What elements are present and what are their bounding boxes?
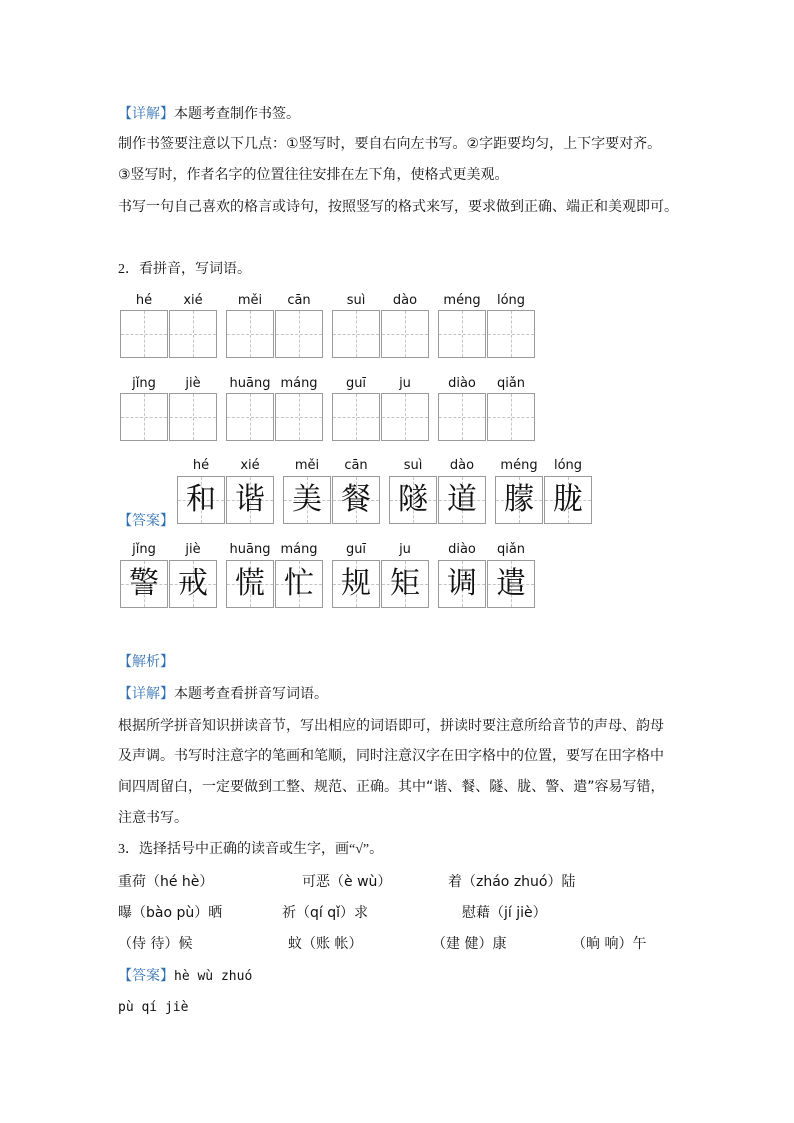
answer-character: 警: [129, 566, 159, 601]
pinyin-label: suì: [403, 458, 423, 473]
intro-line-3: ③竖写时，作者名字的位置往往安排在左下角，使格式更美观。: [118, 167, 509, 183]
q3-option: 慰藉（jí jiè）: [462, 905, 547, 921]
pinyin-label: huāng: [229, 542, 271, 557]
q3-option: （建 健）康: [432, 936, 507, 952]
intro-line-2: 制作书签要注意以下几点：①竖写时，要自右向左书写。②字距要均匀，上下字要对齐。: [118, 136, 662, 152]
answer-character: 矩: [390, 566, 420, 601]
q2-explanation-1: 根据所学拼音知识拼读音节，写出相应的词语即可，拼读时要注意所给音节的声母、韵母: [118, 718, 664, 734]
q2-title: 2．看拼音，写词语。: [118, 262, 251, 277]
blank-grid-cell[interactable]: [332, 310, 380, 358]
answer-grid-cell: [495, 476, 543, 524]
q2-explanation-4: 注意书写。: [118, 810, 188, 826]
answer-grid-cell: [332, 476, 380, 524]
pinyin-label: ju: [399, 542, 411, 557]
pinyin-label: cān: [287, 293, 311, 308]
pinyin-label: hé: [192, 458, 210, 473]
pinyin-label: guī: [345, 376, 367, 391]
pinyin-label: máng: [280, 376, 318, 391]
answer-grid-cell: [169, 560, 217, 608]
answer-grid-cell: [389, 476, 437, 524]
pinyin-label: qiǎn: [496, 542, 526, 557]
q2-detail-tag: 【详解】: [118, 686, 174, 702]
blank-grid-cell[interactable]: [487, 310, 535, 358]
blank-grid-cell[interactable]: [487, 393, 535, 441]
blank-grid-cell[interactable]: [169, 310, 217, 358]
answer-grid-cell: [332, 560, 380, 608]
blank-grid-cell[interactable]: [120, 393, 168, 441]
pinyin-label: ju: [399, 376, 411, 391]
pinyin-label: dào: [449, 458, 475, 473]
blank-grid-cell[interactable]: [438, 310, 486, 358]
q3-option: 重荷（hé hè）: [118, 874, 214, 890]
blank-grid-cell[interactable]: [226, 393, 274, 441]
q2-detail-text: 本题考查看拼音写词语。: [174, 686, 328, 702]
blank-grid-cell[interactable]: [381, 310, 429, 358]
answer-character: 戒: [178, 566, 208, 601]
blank-grid-cell[interactable]: [438, 393, 486, 441]
answer-character: 调: [447, 566, 477, 601]
q3-answer-1: hè wù zhuó: [174, 969, 253, 984]
pinyin-label: jiè: [185, 376, 201, 391]
pinyin-label: diào: [448, 376, 476, 391]
answer-character: 美: [292, 482, 322, 517]
answer-character: 餐: [341, 482, 371, 517]
blank-grid-cell[interactable]: [169, 393, 217, 441]
pinyin-label: máng: [280, 542, 318, 557]
intro-line-4: 书写一句自己喜欢的格言或诗句，按照竖写的格式来写，要求做到正确、端正和美观即可。: [118, 199, 678, 215]
q3-option: （晌 响）午: [572, 936, 647, 952]
answer-grid-cell: [283, 476, 331, 524]
q2-explanation-2: 及声调。书写时注意字的笔画和笔顺，同时注意汉字在田字格中的位置，要写在田字格中: [118, 748, 664, 764]
answer-character: 朦: [504, 482, 534, 517]
pinyin-label: méng: [500, 458, 538, 473]
answer-character: 和: [186, 482, 216, 517]
answer-character: 规: [341, 566, 371, 601]
pinyin-label: xié: [183, 293, 203, 308]
pinyin-label: hé: [135, 293, 153, 308]
q3-option: 祈（qí qǐ）求: [282, 905, 369, 921]
answer-grid-cell: [226, 560, 274, 608]
pinyin-label: xié: [240, 458, 260, 473]
blank-grid-cell[interactable]: [332, 393, 380, 441]
answer-character: 忙: [284, 566, 314, 601]
blank-grid-cell[interactable]: [275, 393, 323, 441]
pinyin-label: jiè: [185, 542, 201, 557]
pinyin-label: méng: [443, 293, 481, 308]
pinyin-label: lóng: [553, 458, 583, 473]
answer-grid-cell: [275, 560, 323, 608]
q3-answer-tag: 【答案】: [118, 968, 174, 984]
answer-grid-cell: [487, 560, 535, 608]
q3-answer-2: pù qí jiè: [118, 1000, 189, 1015]
q3-option: 可恶（è wù）: [302, 874, 392, 890]
analysis-label: 【解析】: [118, 654, 174, 670]
pinyin-label: suì: [346, 293, 366, 308]
answer-grid-cell: [120, 560, 168, 608]
answer-character: 隧: [398, 482, 428, 517]
pinyin-label: guī: [345, 542, 367, 557]
q3-option: 蚊（账 帐）: [288, 936, 363, 952]
answer-grid-cell: [381, 560, 429, 608]
pinyin-label: jǐng: [132, 376, 156, 391]
blank-grid-cell[interactable]: [381, 393, 429, 441]
answer-grid-cell: [177, 476, 225, 524]
answer-character: 道: [447, 482, 477, 517]
q3-option: 曝（bào pù）晒: [118, 905, 223, 921]
pinyin-label: jǐng: [132, 542, 156, 557]
blank-grid-cell[interactable]: [275, 310, 323, 358]
q2-detail-line: [118, 684, 328, 704]
blank-grid-cell[interactable]: [226, 310, 274, 358]
answer-grid-cell: [544, 476, 592, 524]
pinyin-label: huāng: [229, 376, 271, 391]
pinyin-label: měi: [294, 458, 320, 473]
answer-grid-cell: [226, 476, 274, 524]
q2-answer-tag: 【答案】: [118, 513, 174, 529]
q3-option: （侍 待）候: [118, 936, 193, 952]
analysis-tag: [118, 652, 174, 672]
answer-character: 慌: [235, 566, 265, 601]
answer-character: 遣: [496, 566, 526, 601]
blank-grid-cell[interactable]: [120, 310, 168, 358]
detail-text: 本题考查制作书签。: [174, 106, 300, 122]
pinyin-label: lóng: [496, 293, 526, 308]
pinyin-label: qiǎn: [496, 376, 526, 391]
answer-character: 胧: [553, 482, 583, 517]
pinyin-label: měi: [237, 293, 263, 308]
pinyin-label: dào: [392, 293, 418, 308]
q3-answer-line: [118, 966, 252, 987]
pinyin-label: diào: [448, 542, 476, 557]
pinyin-label: cān: [344, 458, 368, 473]
q3-title: 3．选择括号中正确的读音或生字，画“√”。: [118, 842, 384, 857]
answer-grid-cell: [438, 560, 486, 608]
q3-option: 着（zháo zhuó）陆: [448, 874, 576, 890]
intro-detail-line: [118, 104, 300, 124]
answer-grid-cell: [438, 476, 486, 524]
q2-explanation-3: 间四周留白，一定要做到工整、规范、正确。其中“谐、餐、隧、胧、警、遣”容易写错，: [118, 779, 665, 795]
answer-character: 谐: [235, 482, 265, 517]
detail-tag: 【详解】: [118, 106, 174, 122]
